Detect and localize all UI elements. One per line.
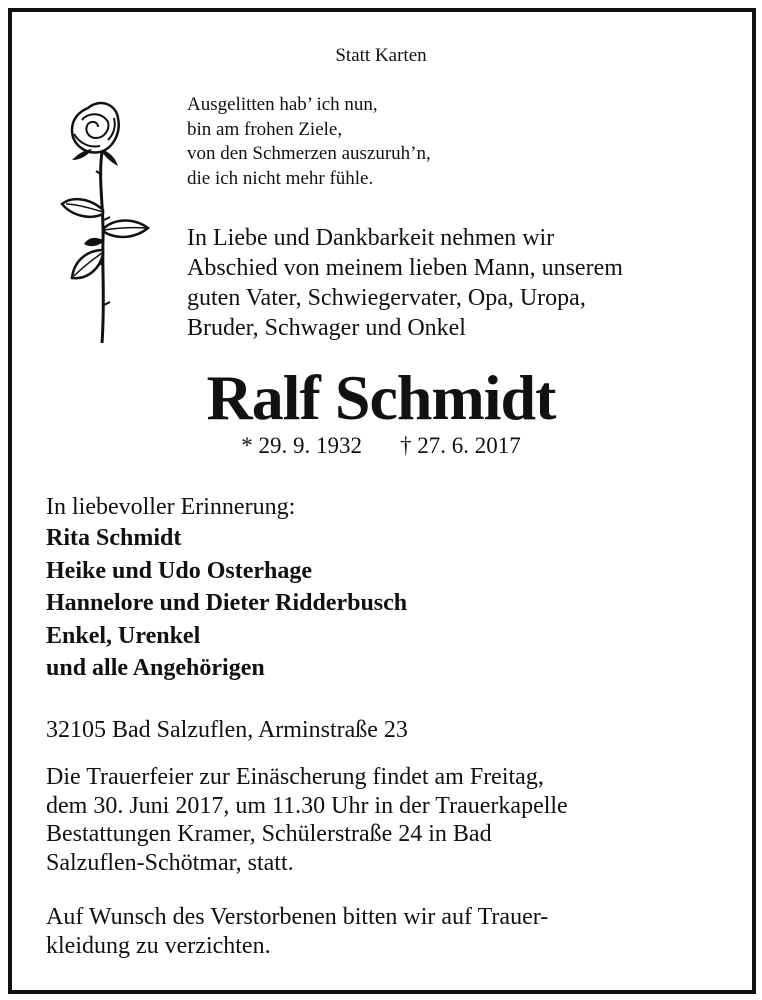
farewell-line: Abschied von meinem lieben Mann, unserem: [187, 255, 623, 281]
mourner-entry: Heike und Udo Osterhage: [46, 557, 313, 584]
poem-line: Ausgelitten hab’ ich nun,: [187, 94, 378, 115]
farewell-line: guten Vater, Schwiegervater, Opa, Uropa,: [187, 285, 586, 311]
service-line: Salzuflen-Schötmar, statt.: [46, 849, 294, 876]
address: 32105 Bad Salzuflen, Arminstraße 23: [46, 717, 408, 743]
poem-line: die ich nicht mehr fühle.: [187, 167, 374, 189]
poem-line: bin am frohen Ziele,: [187, 118, 343, 140]
service-line: Die Trauerfeier zur Einäscherung findet am Freitag,: [46, 764, 544, 790]
farewell-line: In Liebe und Dankbarkeit nehmen wir: [187, 225, 555, 251]
birth-date: * 29. 9. 1932: [241, 433, 362, 458]
poem: [187, 93, 431, 191]
service-line: Bestattungen Kramer, Schülerstraße 24 in Bad: [46, 821, 492, 848]
mourner-entry: Enkel, Urenkel: [46, 622, 201, 649]
rose-icon: [58, 100, 156, 345]
header-note: Statt Karten: [335, 45, 427, 66]
service-line: dem 30. Juni 2017, um 11.30 Uhr in der Trauerkapelle: [46, 792, 568, 819]
wish-note: [46, 903, 548, 960]
wish-line: Auf Wunsch des Verstorbenen bitten wir auf Trauer-: [46, 904, 549, 930]
death-date: † 27. 6. 2017: [400, 433, 521, 458]
wish-line: kleidung zu verzichten.: [46, 932, 271, 959]
farewell-text: [187, 223, 623, 343]
deceased-name: Ralf Schmidt: [206, 362, 556, 433]
mourner-entry: und alle Angehörigen: [46, 655, 265, 682]
remembrance-heading: In liebevoller Erinnerung:: [46, 494, 296, 520]
mourners-list: [46, 522, 407, 685]
poem-line: von den Schmerzen auszuruh’n,: [187, 143, 431, 164]
life-dates: [0, 433, 762, 459]
mourner-entry: Rita Schmidt: [46, 525, 182, 551]
service-info: [46, 763, 568, 877]
mourner-entry: Hannelore und Dieter Ridderbusch: [46, 590, 408, 617]
farewell-line: Bruder, Schwager und Onkel: [187, 315, 466, 341]
